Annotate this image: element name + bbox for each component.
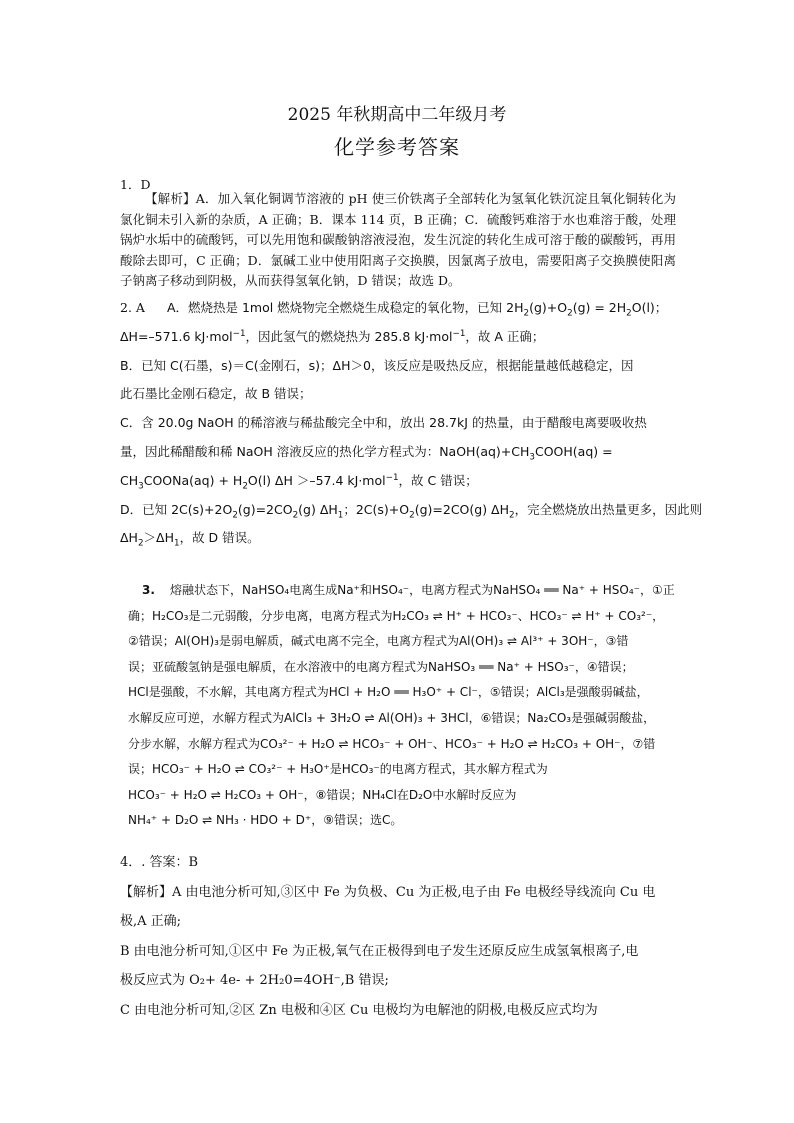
q2-line-6: 量，因此稀醋酸和稀 NaOH 溶液反应的热化学方程式为：$NaOH(aq)+CH_3COOH(aq)$ = (120, 443, 613, 463)
q3-line-7: 分步水解，水解方程式为CO₃²⁻ + H₂O ⇌ HCO₃⁻ + OH⁻、HCO₃⁻ + H₂O ⇌ H₂CO₃ + OH⁻，⑦错 (128, 736, 656, 751)
q2-line-5: C．含 20.0g NaOH 的稀溶液与稀盐酸完全中和，放出 28.7kJ 的热量，由于醋酸电离要吸收热 (120, 415, 647, 431)
q3-line-1: 3. 熔融状态下，NaHSO₄电离生成Na⁺和HSO₄⁻，电离方程式为NaHSO₄ ══ Na⁺ + HSO₄⁻，①正 (128, 578, 676, 604)
q3-line-5: HCl是强酸，不水解，其电离方程式为HCl + H₂O ══ H₃O⁺ + Cl⁻，⑤错误；AlCl₃是强酸弱碱盐， (128, 685, 649, 700)
q4-line-5: C 由电池分析可知,②区 Zn 电极和④区 Cu 电极均为电解池的阴极,电极反应式均为 (120, 1002, 598, 1018)
q3-line-10: NH₄⁺ + D₂O ⇌ NH₃ · HDO + D⁺，⑨错误；选C。 (128, 813, 403, 828)
q4-line-1: 【解析】A 由电池分析可知,③区中 Fe 为负极、Cu 为正极,电子由 Fe 电极经导线流向 Cu 电 (120, 884, 656, 900)
q3-label: 3. (142, 583, 155, 597)
q4-line-2: 极,A 正确; (120, 914, 182, 929)
q2-line-7: $CH_3COONa(aq) + H_2O(l)$ ΔH ＞–57.4 kJ·mol$^{-1}$，故 C 错误； (120, 472, 478, 492)
q2-line-4: 此石墨比金刚石稳定，故 B 错误； (120, 386, 312, 402)
q1-analysis: 【解析】A．加入氧化铜调节溶液的 pH 使三价铁离子全部转化为氢氧化铁沉淀且氧化铜转化为氯化铜未引入新的杂质，A 正确；B．课本 114 页，B 正确；C．硫酸钙难溶于水也难溶于酸，处理锅炉水垢中的硫酸钙，可以先用饱和碳酸钠溶液浸泡，发生沉淀的转化生成可溶于酸的碳酸钙，再用酸除去即可，C 正确；D．氯碱工业中使用阳离子交换膜，因氯离子放电，需要阳离子交换膜使阳离子钠离子移动到阴极，从而获得氢氧化钠，D 错误；故选 D。 (120, 191, 676, 288)
q3-block (128, 578, 676, 834)
q1-answer-label: 1．D (120, 177, 151, 192)
q3-line-8: 误；HCO₃⁻ + H₂O ⇌ CO₃²⁻ + H₃O⁺是HCO₃⁻的电离方程式，其水解方程式为 (128, 762, 548, 777)
q3-line-3: ②错误；Al(OH)₃是弱电解质，碱式电离不完全，电离方程式为Al(OH)₃ ⇌ Al³⁺ + 3OH⁻，③错 (128, 634, 629, 649)
q4-line-3: B 由电池分析可知,①区中 Fe 为正极,氧气在正极得到电子发生还原反应生成氢氧根离子,电 (120, 943, 639, 959)
q4-line-4: 极反应式为 O₂+ 4e- + 2H₂0=4OH⁻,B 错误; (120, 973, 389, 988)
q3-line-9: HCO₃⁻ + H₂O ⇌ H₂CO₃ + OH⁻，⑧错误；NH₄Cl在D₂O中水解时反应为 (128, 787, 517, 802)
exam-title: 2025 年秋期高中二年级月考 (287, 105, 507, 125)
q3-line-2: 确；H₂CO₃是二元弱酸，分步电离，电离方程式为H₂CO₃ ⇌ H⁺ + HCO₃⁻、HCO₃⁻ ⇌ H⁺ + CO₃²⁻， (128, 608, 665, 623)
q2-answer-label: 2. A (120, 300, 145, 315)
q2-block (120, 294, 703, 553)
q2-line-3: B．已知 C(石墨，s)＝C(金刚石，s)；ΔH＞0，该反应是吸热反应，根据能量越低越稳定，因 (120, 357, 634, 373)
q2-line-1: 2. A A．燃烧热是 1mol 燃烧物完全燃烧生成稳定的氧化物，已知 $2H_2(g)+O_2(g) = 2H_2O(l)$； (120, 300, 668, 319)
q4-answer-label: 4．. 答案：B (120, 855, 199, 870)
q3-line-6: 水解反应可逆，水解方程式为AlCl₃ + 3H₂O ⇌ Al(OH)₃ + 3HCl，⑥错误；Na₂CO₃是强碱弱酸盐， (128, 710, 656, 725)
answer-key-title: 化学参考答案 (334, 135, 460, 159)
q2-line-9: $\Delta H_2>\Delta H_1$，故 D 错误。 (120, 530, 260, 549)
q2-line-8: D．已知 $2C(s)+2O_2(g)=2CO_2(g)$ $\Delta H_1$；$2C(s)+O_2(g)=2CO(g)$ $\Delta H_2$，完全燃烧放出热量更多，因此则 (120, 501, 703, 521)
q3-line-4: 误；亚硫酸氢钠是强电解质，在水溶液中的电离方程式为NaHSO₃ ══ Na⁺ + HSO₃⁻，④错误； (128, 659, 634, 674)
q4-block (120, 848, 676, 1025)
q2-line-2: ΔH=–571.6 kJ·mol$^{-1}$，因此氢气的燃烧热为 285.8 kJ·mol$^{-1}$，故 A 正确； (120, 328, 545, 344)
